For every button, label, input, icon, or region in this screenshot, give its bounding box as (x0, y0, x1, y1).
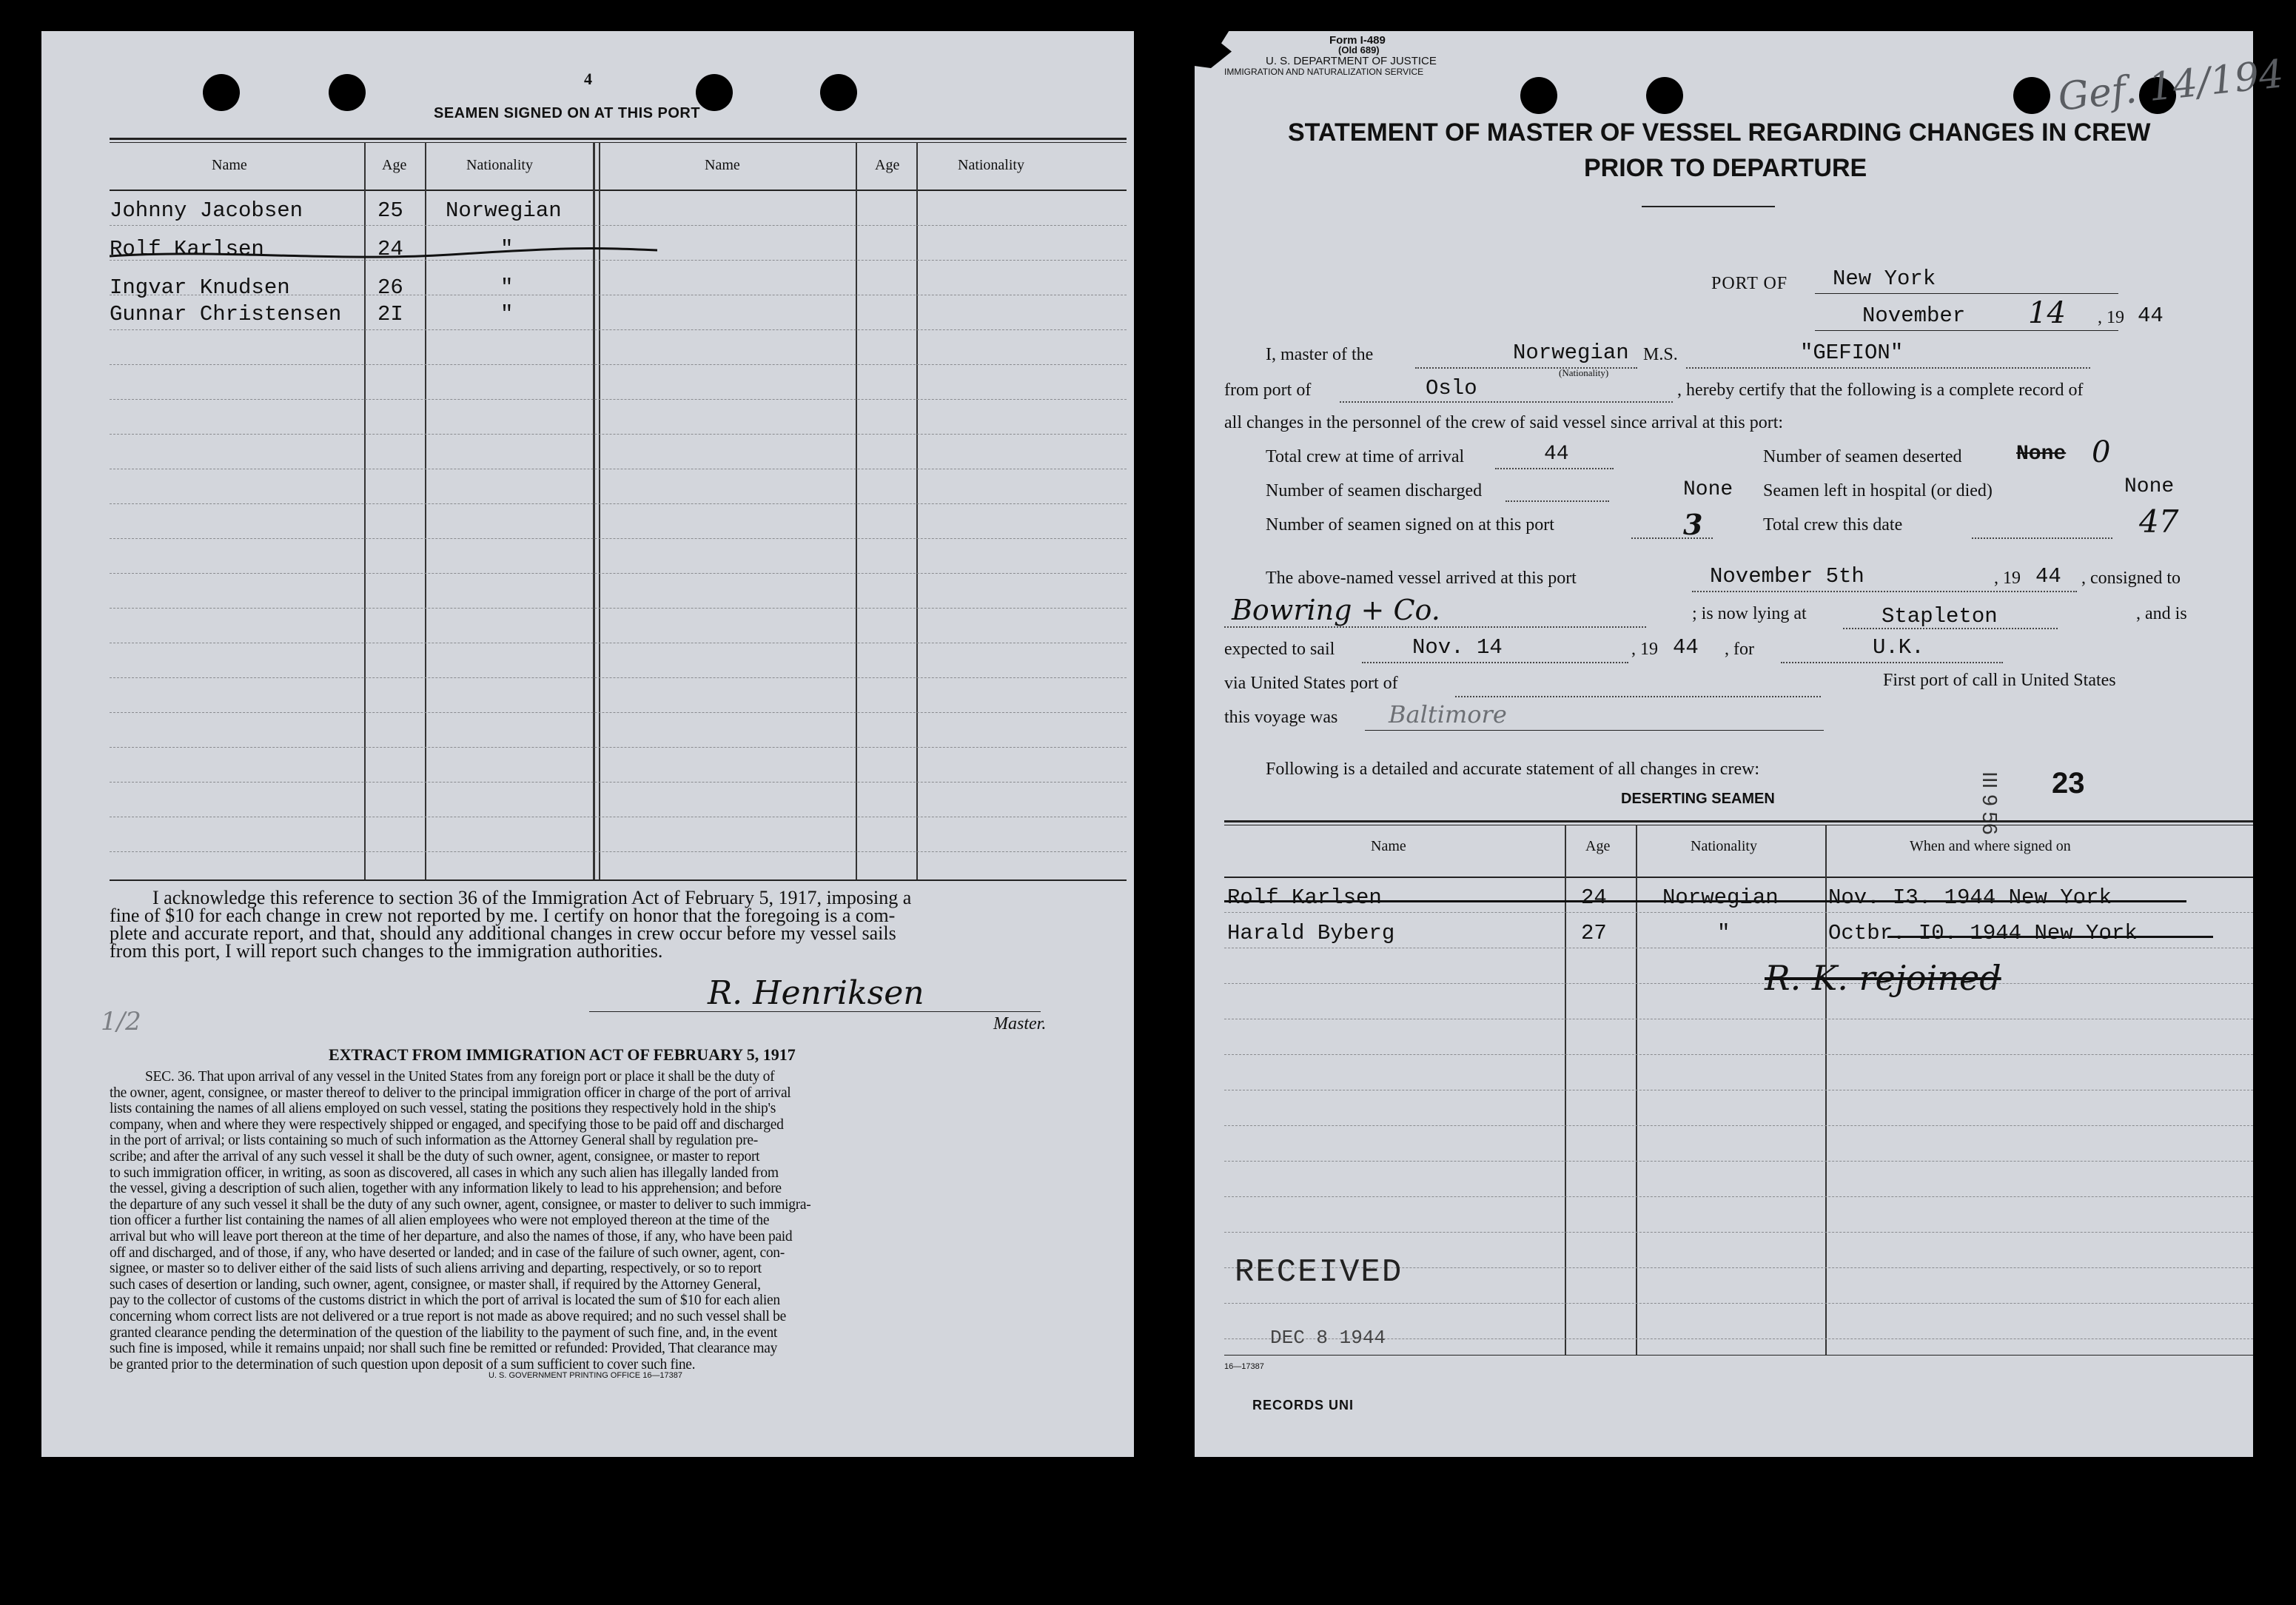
acknowledgement-line: from this port, I will report such changes to the immigration authorities. (110, 940, 663, 962)
deserted-label: Number of seamen deserted (1763, 447, 1962, 466)
port-value: New York (1833, 267, 1936, 291)
punch-hole (1520, 77, 1557, 114)
vessel-name: "GEFION" (1800, 341, 1904, 365)
form-title: STATEMENT OF MASTER OF VESSEL REGARDING CHANGES IN CREW (1288, 118, 2151, 147)
rule-line (110, 677, 1127, 678)
extract-line: arrival but who will leave port thereon at the time of her departure, and also the names of those, if any, who have been paid (110, 1229, 793, 1244)
left-page (41, 31, 1134, 1457)
table-row-nationality: Norwegian (1662, 885, 1779, 910)
torn-corner (1180, 27, 1232, 68)
service: IMMIGRATION AND NATURALIZATION SERVICE (1224, 67, 1424, 77)
extract-line: be granted prior to the determination of such question upon deposit of a sum sufficient to cover such fine. (110, 1356, 696, 1373)
lying-at-label: ; is now lying at (1692, 604, 1807, 623)
table-row-name: Rolf Karlsen (1227, 885, 1382, 910)
discharged-label: Number of seamen discharged (1266, 481, 1483, 500)
rule-line (1224, 1054, 2253, 1055)
strikethrough-line (1887, 936, 2213, 938)
total-crew-arrival-label: Total crew at time of arrival (1266, 447, 1465, 466)
rule-line (110, 399, 1127, 400)
extract-line: company, when and where they were respectively shipped or engaged, and specifying those to be paid off and discharged (110, 1116, 784, 1133)
acknowledgement-line: fine of $10 for each change in crew not reported by me. I certify on honor that the foregoing is a com- (110, 905, 896, 926)
date-month: November (1862, 304, 1966, 328)
nationality-value: Norwegian (1513, 341, 1629, 365)
consigned-to: , consigned to (2081, 569, 2181, 588)
master-label: Master. (993, 1014, 1047, 1033)
punch-hole (2013, 77, 2050, 114)
table-row-age: 2I (377, 302, 403, 326)
extract-line: concerning whom correct lists are not delivered or a true report is not made as above required; and no such vessel shall be (110, 1309, 786, 1324)
deserting-title: DESERTING SEAMEN (1621, 791, 1775, 807)
first-port-label: First port of call in United States (1883, 671, 2116, 690)
for-label: , for (1725, 640, 1754, 659)
this-voyage-value: Baltimore (1389, 700, 1507, 728)
records-stamp: RECORDS UNI (1252, 1398, 1355, 1413)
extract-line: such cases of desertion or landing, such owner, agent, consignee, or master shall, if required by the Attorney General, (110, 1276, 761, 1293)
rule-line (110, 538, 1127, 539)
punch-hole (820, 74, 857, 111)
punch-hole (1646, 77, 1683, 114)
punch-hole (203, 74, 240, 111)
received-date: DEC 8 1944 (1270, 1327, 1386, 1349)
form-number: Form I-489 (1329, 34, 1386, 47)
hospital-value: None (2124, 475, 2175, 498)
deserting-header-name: Name (1371, 838, 1406, 854)
certify-text-2: all changes in the personnel of the crew of said vessel since arrival at this port: (1224, 413, 1784, 432)
rule-line (110, 712, 1127, 713)
nationality-caption: (Nationality) (1559, 367, 1609, 378)
discharged-value: None (1683, 478, 1733, 501)
extract-line: the departure of any such vessel it shall be the duty of any such owner, agent, consignee, or master to deliver to such immigra- (110, 1196, 811, 1213)
total-crew-date-label: Total crew this date (1763, 515, 1903, 535)
arrived-date: November 5th (1710, 564, 1864, 589)
extract-line: lists containing the names of all aliens employed on such vessel, stating the positions they respectively hold in the ship's (110, 1101, 776, 1117)
destination: U.K. (1873, 635, 1924, 660)
extract-line: such fine is imposed, while it remains unpaid; nor shall such fine be remitted or refunded: Provided, That clearance may (110, 1341, 778, 1357)
punch-hole (329, 74, 366, 111)
column-header-name: Name (212, 157, 247, 173)
column-header-nationality: Nationality (466, 157, 533, 173)
extract-line: SEC. 36. That upon arrival of any vessel in the United States from any foreign port or place it shall be the duty of (145, 1069, 775, 1085)
printer-line: U. S. GOVERNMENT PRINTING OFFICE 16—17387 (489, 1371, 683, 1380)
arrived-text: The above-named vessel arrived at this port (1266, 569, 1577, 588)
stamp-number: 23 (2052, 767, 2085, 800)
strikethrough-line (110, 240, 657, 269)
and-is: , and is (2136, 604, 2187, 623)
extract-line: off and discharged, and of those, if any, who have deserted or landed; and in case of the failure of such owner, agent, con- (110, 1244, 785, 1261)
extract-line: pay to the collector of customs of the customs district in which the port of arrival is located the sum of $10 for each alien (110, 1293, 780, 1309)
column-header-name: Name (705, 157, 740, 173)
received-stamp: RECEIVED (1235, 1254, 1403, 1291)
extract-line: granted clearance pending the determination of the question of the liability to the payment of such fine, and, in the event (110, 1324, 778, 1341)
consignee: Bowring + Co. (1232, 594, 1440, 626)
date-year-prefix: , 19 (2098, 308, 2124, 327)
expected-date: Nov. 14 (1412, 635, 1503, 660)
deserted-value: None (2016, 443, 2067, 466)
signed-on-value: 3 (1683, 508, 1703, 541)
rule-line (110, 329, 1127, 330)
rule-line (110, 747, 1127, 748)
extract-line: scribe; and after the arrival of any such vessel it shall be the duty of such owner, agent, consignee, or master to report (110, 1149, 760, 1165)
rule-line (110, 851, 1127, 852)
table-row-age: 24 (1581, 885, 1607, 910)
rule-line (1224, 1125, 2253, 1126)
table-row-age: 25 (377, 198, 403, 223)
table-row-name: Rolf Karlsen (110, 237, 264, 261)
table-row-name: Gunnar Christensen (110, 302, 342, 326)
extract-line: in the port of arrival; or lists containing so much of such information as the Attorney General shall by regulation pre- (110, 1133, 758, 1149)
expected-year-prefix: , 19 (1631, 640, 1658, 659)
footer-code: 16—17387 (1224, 1362, 1264, 1371)
from-port-value: Oslo (1426, 376, 1477, 401)
rule-line (1224, 1232, 2253, 1233)
extract-line: the vessel, giving a description of such alien, together with any information likely to lead to his apprehension; and before (110, 1181, 782, 1197)
table-row-signed-on: Nov. I3. 1944 New York (1828, 885, 2112, 910)
margin-mark: 1/2 (101, 1007, 141, 1036)
table-row-nationality: " (500, 275, 514, 300)
rejoined-note: R. K. rejoined (1765, 958, 2001, 998)
signed-on-label: Number of seamen signed on at this port (1266, 515, 1554, 535)
table-row-name: Johnny Jacobsen (110, 198, 303, 223)
acknowledgement-line: I acknowledge this reference to section 36 of the Immigration Act of February 5, 1917, imposing a (152, 887, 912, 908)
punch-hole (696, 74, 733, 111)
total-crew-arrival-value: 44 (1544, 443, 1569, 466)
column-header-age: Age (875, 157, 900, 173)
strikethrough-line (1224, 900, 2186, 902)
rule-line (1224, 1303, 2253, 1304)
table-row-signed-on: Octbr. I0. 1944 New York (1828, 921, 2138, 945)
from-port-label: from port of (1224, 381, 1312, 400)
rule-line (1224, 912, 2253, 913)
deserting-header-signed-on: When and where signed on (1910, 838, 2071, 854)
port-label: PORT OF (1711, 274, 1788, 293)
lying-at-value: Stapleton (1882, 604, 1998, 629)
extract-line: to such immigration officer, in writing, as soon as discovered, all cases in which any such alien has illegally landed from (110, 1165, 779, 1181)
form-old: (Old 689) (1338, 44, 1380, 56)
column-header-nationality: Nationality (958, 157, 1024, 173)
extract-title: EXTRACT FROM IMMIGRATION ACT OF FEBRUARY 5, 1917 (329, 1045, 796, 1064)
hospital-label: Seamen left in hospital (or died) (1763, 481, 1993, 500)
date-day: 14 (2028, 296, 2066, 330)
table-row-nationality: " (500, 237, 514, 261)
expected-label: expected to sail (1224, 640, 1335, 659)
table-row-name: Harald Byberg (1227, 921, 1395, 945)
table-row-age: 27 (1581, 921, 1607, 945)
table-row-name: Ingvar Knudsen (110, 275, 290, 300)
date-year: 44 (2138, 304, 2164, 328)
section-title: SEAMEN SIGNED ON AT THIS PORT (434, 105, 701, 121)
following-text: Following is a detailed and accurate statement of all changes in crew: (1266, 760, 1760, 779)
table-row-nationality: " (1717, 921, 1731, 945)
rule-line (110, 225, 1127, 226)
arrived-year: 44 (2035, 564, 2061, 589)
table-row-nationality: Norwegian (446, 198, 562, 223)
corner-handwriting: Gef. 14/194 (2055, 52, 2286, 120)
master-signature: R. Henriksen (708, 974, 924, 1012)
expected-year: 44 (1673, 635, 1699, 660)
stamp-vertical: III 9 56 (1978, 771, 2001, 835)
certify-text: , hereby certify that the following is a complete record of (1677, 381, 2084, 400)
column-header-age: Age (382, 157, 407, 173)
vessel-type: M.S. (1643, 345, 1678, 364)
table-row-age: 26 (377, 275, 403, 300)
master-prefix: I, master of the (1266, 345, 1374, 364)
extract-line: the owner, agent, consignee, or master thereof to deliver to the principal immigration officer in charge of the port of arrival (110, 1085, 791, 1101)
rule-line (1224, 983, 2253, 984)
deserting-header-nationality: Nationality (1691, 838, 1757, 854)
rule-line (1224, 1196, 2253, 1197)
deserting-header-age: Age (1585, 838, 1611, 854)
this-voyage-label: this voyage was (1224, 708, 1338, 727)
form-subtitle: PRIOR TO DEPARTURE (1584, 154, 1867, 182)
rule-line (110, 573, 1127, 574)
page-number: 4 (584, 70, 592, 88)
rule-line (110, 503, 1127, 504)
arrived-year-prefix: , 19 (1994, 569, 2021, 588)
extract-line: tion officer a further list containing the names of all alien employees who were not employed thereon at the time of the (110, 1213, 770, 1229)
rule-line (1224, 1161, 2253, 1162)
rule-line (110, 608, 1127, 609)
right-page (1195, 31, 2286, 1457)
deserted-value-hand: 0 (2092, 435, 2111, 469)
acknowledgement-line: plete and accurate report, and that, should any additional changes in crew occur before my vessel sails (110, 922, 896, 944)
department: U. S. DEPARTMENT OF JUSTICE (1266, 55, 1437, 67)
total-crew-date-value: 47 (2139, 503, 2179, 540)
rule-line (110, 364, 1127, 365)
rule-line (110, 434, 1127, 435)
table-row-nationality: " (500, 302, 514, 326)
rule-line (110, 782, 1127, 783)
extract-line: signee, or master so to deliver either of the said lists of such aliens arriving and departing, respectively, or so to report (110, 1261, 762, 1277)
via-label: via United States port of (1224, 674, 1398, 693)
table-row-age: 24 (377, 237, 403, 261)
